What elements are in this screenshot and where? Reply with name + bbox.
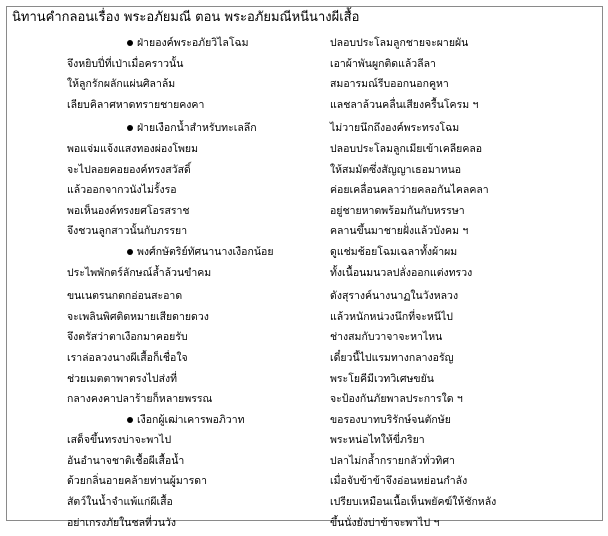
poem-right-line: คลานขึ้นมาชายฝั่งแล้วบังคม ฯ (330, 225, 469, 238)
poem-right-line: อยู่ชายหาดพร้อมกันกับหรรษา (330, 204, 465, 217)
poem-left-line (67, 289, 273, 310)
poem-left-line (67, 330, 273, 351)
poem-right-line: ค่อยเคลื่อนคลาว่ายคลอกันไคลคลา (330, 184, 489, 197)
poem-right-line: เอาผ้าพันผูกติดแล้วลีลา (330, 57, 436, 70)
poem-right-line: เมื่อจับข้าข้าจึงอ่อนหย่อนกำลัง (330, 475, 468, 488)
poem-left-line (67, 495, 273, 516)
poem-left-line-text: ช่วยเมตตาพาตรงไปส่งที่ (67, 372, 178, 385)
poem-left-line (67, 204, 273, 225)
poem-right-line: ช่างสมกับวาจาจะหาไหน (330, 331, 443, 344)
poem-left-line-text: จึงชวนลูกสาวนั้นกับภรรยา (67, 225, 188, 238)
poem-left-line-text: เงือกผู้เฒ่าเคารพอภิวาท (137, 413, 245, 426)
poem-right-line: เดี๋ยวนี้ไปแรมทางกลางอรัญ (330, 351, 454, 364)
poem-left-column (67, 36, 273, 536)
poem-left-line-text: ขนเนตรนกตกอ่อนสะอาด (67, 290, 183, 303)
poem-left-line-text: เลียบคิลาศหาดทรายชายคงคา (67, 98, 205, 111)
poem-right-line: เปรียบเหมือนเนื้อเห็นพยัคฆ์ให้ชักหลัง (330, 496, 497, 509)
poem-left-line (67, 98, 273, 119)
stanza-bullet-icon (127, 417, 133, 423)
poem-right-line: จะป้องกันภัยพาลประการใด ฯ (330, 393, 463, 406)
poem-left-line-text: จึงหยิบปี่ที่เป่าเมื่อคราวนั้น (67, 57, 184, 70)
poem-left-line (67, 454, 273, 475)
poem-right-line: แลชลาล้วนคลื่นเสียงครื้นโครม ฯ (330, 98, 479, 111)
poem-left-line-text: ให้ลูกรักผลักแผ่นศิลาล้ม (67, 78, 176, 91)
poem-left-line (67, 183, 273, 204)
poem-left-line-text: เสด็จขึ้นทรงบ่าจะพาไป (67, 434, 172, 447)
poem-left-line (67, 224, 273, 245)
poem-left-line (67, 36, 273, 57)
poem-right-line: ปลอบประโลมลูกเมียเข้าเคลียคลอ (330, 142, 483, 155)
poem-right-line: สมอารมณ์รีบออกนอกคูหา (330, 78, 449, 91)
poem-right-line: แล้วหนักหน่วงนึกที่จะหนีไป (330, 310, 453, 323)
poem-left-line-text: จะเพลินพิศติดหมายเสียดายดวง (67, 310, 209, 323)
poem-right-line: ขอรองบาทบริรักษ์จนตักษัย (330, 413, 451, 426)
poem-right-column (330, 36, 496, 536)
poem-right-line: ดังสุรางค์นางนาฏในวังหลวง (330, 290, 459, 303)
poem-left-line-text: จะไปลอยคอยองค์ทรงสวัสดิ์ (67, 163, 191, 176)
stanza-bullet-icon (127, 249, 133, 255)
poem-left-line-text: พอแจ่มแจ้งแสงทองผ่องโพยม (67, 142, 198, 155)
poem-left-line-text: ด้วยกลิ่นอายคล้ายท่านผู้มารดา (67, 475, 208, 488)
poem-left-line (67, 433, 273, 454)
poem-left-line (67, 516, 273, 536)
poem-left-line (67, 121, 273, 142)
poem-left-line-text: พงศ์กษัตริย์ทัศนานางเงือกน้อย (137, 245, 274, 258)
poem-left-line-text: แล้วออกจากวนังไม่รั้งรอ (67, 184, 177, 197)
poem-left-line-text: กลางคงคาปลาร้ายก็หลายพรรณ (67, 393, 213, 406)
document-title: นิทานคำกลอนเรื่อง พระอภัยมณี ตอน พระอภัยมณีหนีนางผีเสื้อ (12, 10, 360, 25)
poem-left-line-text: เราล่อลวงนางผีเสื้อก็เชื่อใจ (67, 351, 188, 364)
poem-right-line: ปลาไม่กล้ำกรายกลัวทั่วทิศา (330, 454, 455, 467)
poem-right-line: ทั้งเนื้อนมนวลปลั่งออกแต่งทรวง (330, 266, 473, 279)
poem-left-line-text: อันอำนาจชาติเชื้อผีเสื้อน้ำ (67, 454, 185, 467)
poem-left-line (67, 474, 273, 495)
stanza-bullet-icon (127, 40, 133, 46)
poem-left-line-text: ฝ่ายเงือกน้ำสำหรับทะเลลึก (137, 122, 257, 135)
poem-left-line (67, 351, 273, 372)
poem-left-line (67, 57, 273, 78)
poem-right-line: พระหน่อไทให้ขี่ภริยา (330, 434, 425, 447)
poem-right-line: ขึ้นนั่งยังบ่าข้าจะพาไป ฯ (330, 516, 440, 529)
poem-left-line (67, 142, 273, 163)
poem-left-line-text: สัตว์ในน้ำจำแพ้แก่ผีเสื้อ (67, 496, 173, 509)
poem-left-line-text: ประไพพักตร์ลักษณ์ล้ำล้วนขำคม (67, 266, 212, 279)
poem-left-line-text: ฝ่ายองค์พระอภัยวิไลโฉม (137, 37, 249, 49)
poem-right-line: ให้สมมัตซึ่งสัญญาเธอมาหนอ (330, 163, 462, 176)
poem-left-line (67, 77, 273, 98)
poem-left-line (67, 392, 273, 413)
poem-right-line: ปลอบประโลมลูกชายจะผายผัน (330, 37, 469, 49)
poem-left-line-text: จึงตรัสว่าตาเงือกมาคอยรับ (67, 331, 188, 344)
poem-right-line: พระโยคีมีเวทวิเศษขยัน (330, 372, 434, 385)
poem-left-line-text: พอเห็นองค์ทรงยศโอรสราช (67, 204, 190, 217)
poem-left-line (67, 372, 273, 393)
poem-left-line (67, 310, 273, 331)
poem-left-line (67, 163, 273, 184)
poem-left-line (67, 413, 273, 434)
poem-left-line (67, 266, 273, 287)
poem-left-line (67, 245, 273, 266)
poem-right-line: ไม่วายนึกถึงองค์พระทรงโฉม (330, 122, 460, 135)
poem-left-line-text: อย่าเกรงภัยในชลที่วนวัง (67, 516, 177, 529)
poem-right-line: ดูแช่มช้อยโฉมเฉลาทั้งผ้าผม (330, 245, 458, 258)
